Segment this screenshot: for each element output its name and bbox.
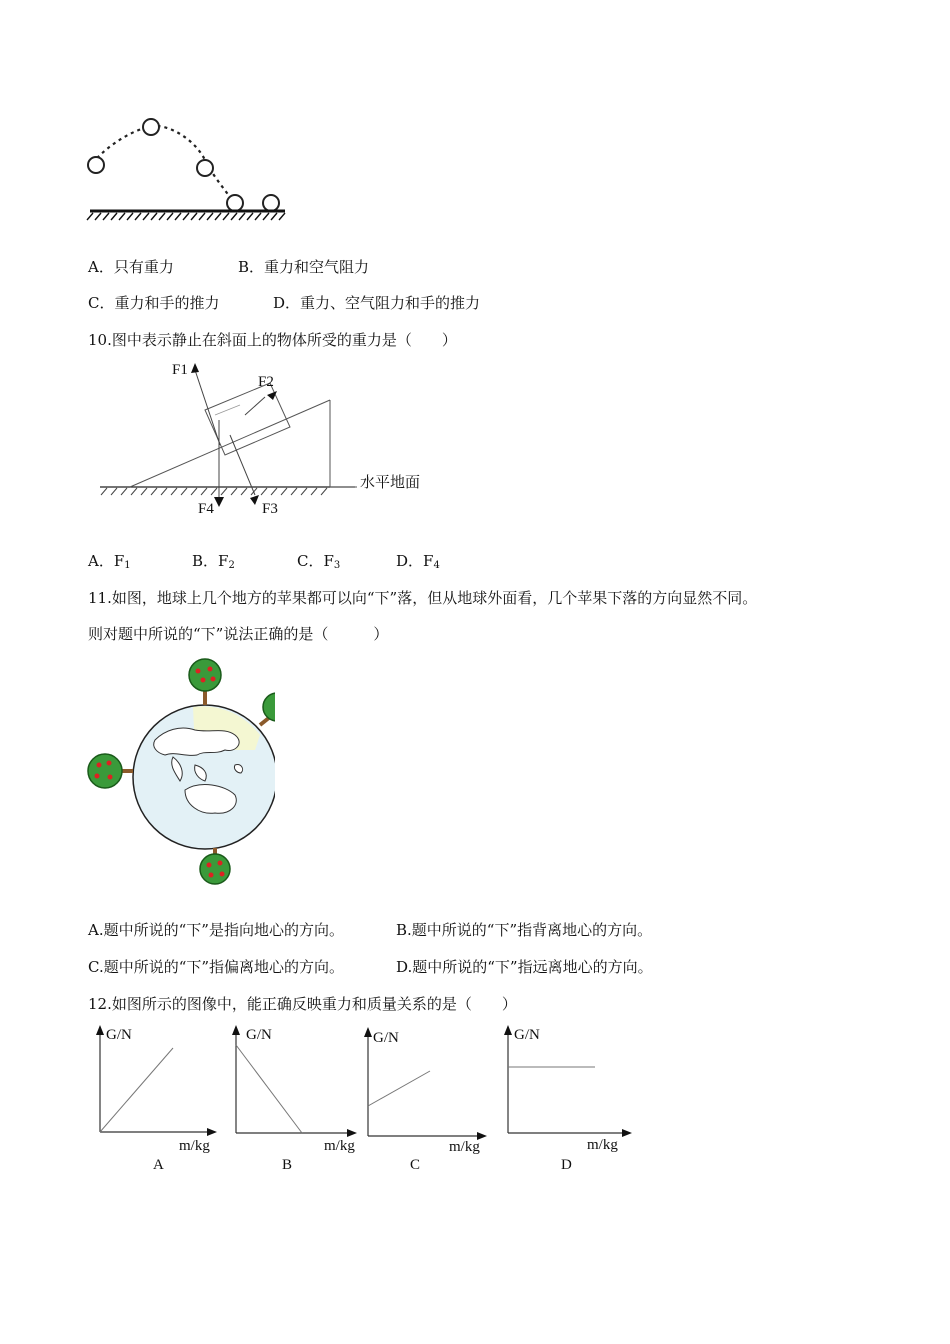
f3-label: F3: [262, 501, 278, 517]
graph-d[interactable]: [495, 1020, 640, 1175]
graph-b-ylabel: G/N: [246, 1027, 272, 1043]
q12-stem: 12.如图所示的图像中，能正确反映重力和质量关系的是（ ）: [88, 995, 517, 1013]
graph-c-xlabel: m/kg: [449, 1139, 480, 1155]
q11-option-a[interactable]: A.题中所说的“下”是指向地心的方向。: [88, 921, 344, 939]
q10-stem: 10.图中表示静止在斜面上的物体所受的重力是（ ）: [88, 331, 457, 349]
q10-option-d[interactable]: D．$F_4$: [396, 552, 440, 571]
graph-d-caption: D: [561, 1157, 572, 1173]
q11-option-c[interactable]: C.题中所说的“下”指偏离地心的方向。: [88, 958, 345, 976]
graph-a-caption: A: [153, 1157, 164, 1173]
graph-a-xlabel: m/kg: [179, 1138, 210, 1154]
q9-option-a[interactable]: A．只有重力: [88, 258, 174, 276]
graph-d-xlabel: m/kg: [587, 1137, 618, 1153]
ground-label: 水平地面: [360, 475, 421, 491]
graph-c-caption: C: [410, 1157, 421, 1173]
graph-a-ylabel: G/N: [106, 1027, 132, 1043]
q10-option-a[interactable]: A．$F_1$: [88, 552, 131, 571]
q11-stem-line1: 11.如图，地球上几个地方的苹果都可以向“下”落，但从地球外面看，几个苹果下落的方向显然不同。: [88, 589, 758, 607]
incline-forces-figure: [95, 355, 440, 520]
earth-apple-trees-figure: [85, 655, 275, 885]
q11-option-b[interactable]: B.题中所说的“下”指背离地心的方向。: [396, 921, 653, 939]
graph-c[interactable]: [355, 1020, 495, 1175]
graph-b-xlabel: m/kg: [324, 1138, 355, 1154]
q9-option-c[interactable]: C．重力和手的推力: [88, 294, 220, 312]
q11-option-d[interactable]: D.题中所说的“下”指远离地心的方向。: [396, 958, 653, 976]
graph-b[interactable]: [222, 1020, 367, 1175]
graph-a[interactable]: [85, 1020, 225, 1175]
graph-d-ylabel: G/N: [514, 1027, 540, 1043]
q11-stem-line2: 则对题中所说的“下”说法正确的是（ ）: [88, 625, 389, 643]
f4-label: F4: [198, 501, 214, 517]
ball-trajectory-figure: [85, 110, 295, 225]
q9-option-d[interactable]: D．重力、空气阻力和手的推力: [273, 294, 481, 312]
f2-label: F2: [258, 374, 274, 390]
q10-option-c[interactable]: C．$F_3$: [297, 552, 341, 571]
graph-c-ylabel: G/N: [373, 1030, 399, 1046]
graph-b-caption: B: [282, 1157, 293, 1173]
q10-option-b[interactable]: B．$F_2$: [192, 552, 235, 571]
q9-option-b[interactable]: B．重力和空气阻力: [238, 258, 370, 276]
f1-label: F1: [172, 362, 188, 378]
